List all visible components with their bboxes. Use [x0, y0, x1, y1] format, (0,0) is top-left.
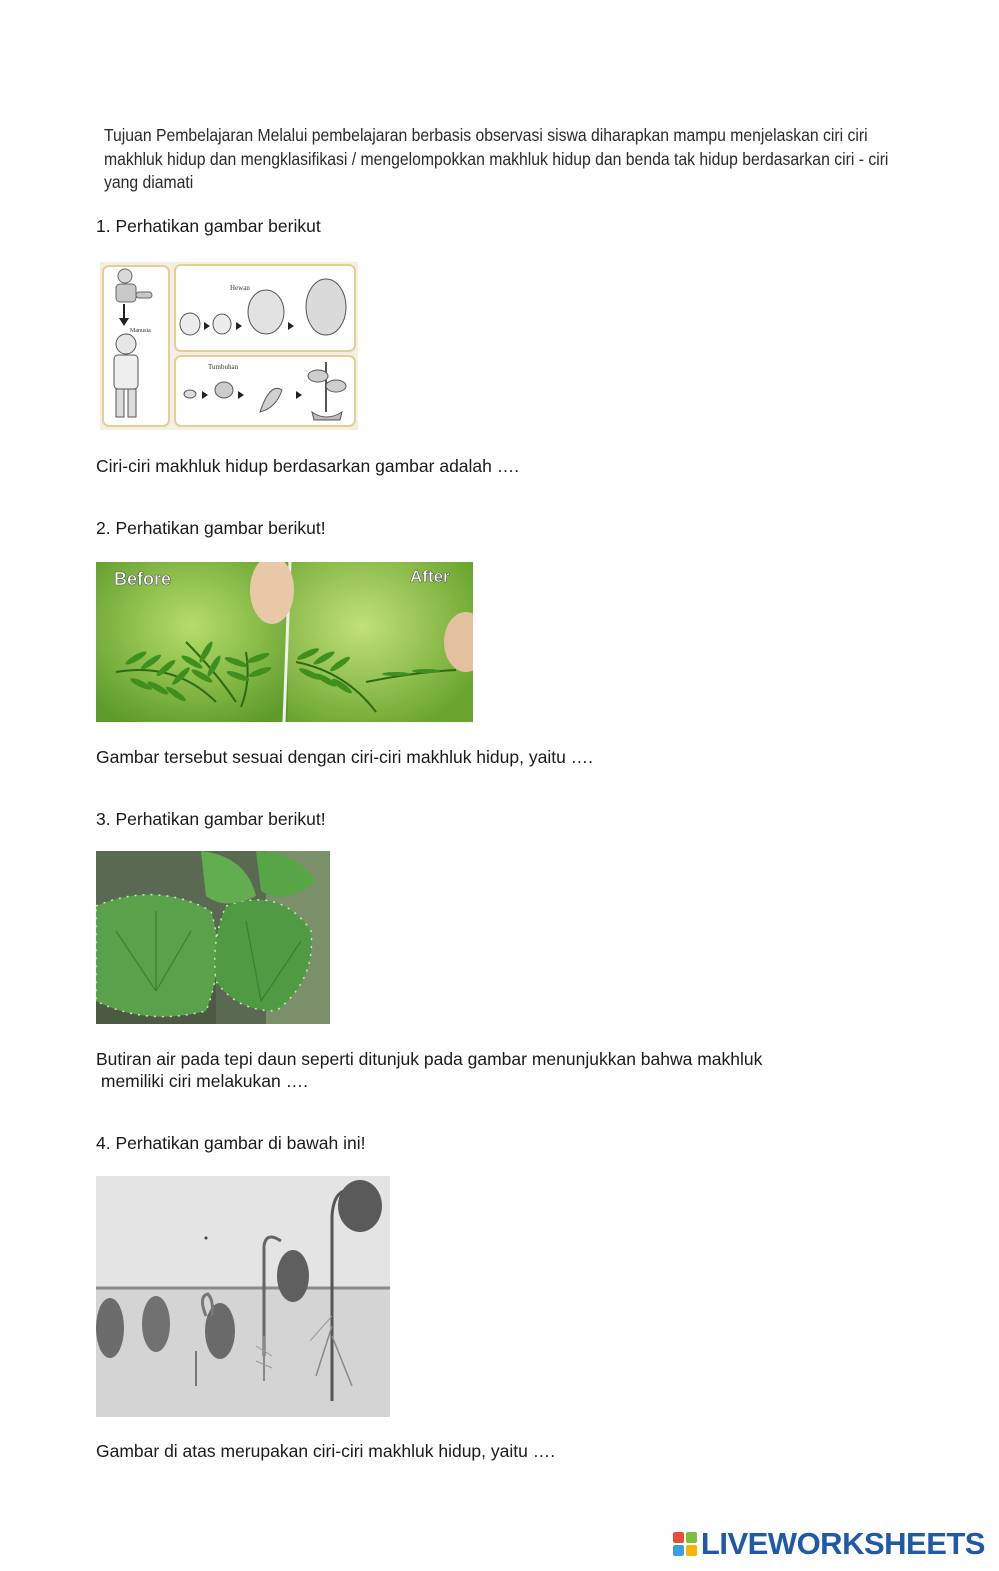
question-2-prompt: 2. Perhatikan gambar berikut! — [96, 518, 326, 538]
logo-text: LIVEWORKSHEETS — [700, 1526, 985, 1561]
label-after: After — [410, 567, 450, 586]
objective-line-3: yang diamati — [104, 172, 194, 192]
seed-germination-image — [96, 1176, 390, 1417]
mimosa-before-after-image — [96, 562, 473, 722]
logo-square — [673, 1532, 684, 1543]
question-3-prompt: 3. Perhatikan gambar berikut! — [96, 809, 326, 829]
question-3-answer-line-1: Butiran air pada tepi daun seperti ditunjuk pada gambar menunjukkan bahwa makhluk — [96, 1049, 763, 1069]
label-tumbuhan: Tumbuhan — [208, 363, 239, 371]
logo-square — [686, 1545, 697, 1556]
question-3-answer-line-2: memiliki ciri melakukan …. — [96, 1071, 308, 1091]
question-4-answer — [96, 1440, 555, 1462]
liveworksheets-logo — [673, 1526, 985, 1562]
question-4-prompt: 4. Perhatikan gambar di bawah ini! — [96, 1133, 366, 1153]
question-1-answer-line: Ciri-ciri makhluk hidup berdasarkan gambar adalah …. — [96, 456, 520, 476]
guttation-leaf-image — [96, 851, 330, 1024]
life-cycle-image — [100, 262, 358, 430]
question-1-answer — [96, 455, 519, 477]
learning-objective — [104, 124, 914, 195]
question-1-prompt: 1. Perhatikan gambar berikut — [96, 216, 321, 236]
question-2-answer — [96, 746, 593, 768]
logo-mark — [673, 1532, 697, 1556]
question-2-answer-line: Gambar tersebut sesuai dengan ciri-ciri makhluk hidup, yaitu …. — [96, 747, 594, 767]
question-3-answer — [96, 1048, 762, 1092]
label-manusia: Manusia — [130, 328, 151, 334]
objective-line-1: Tujuan Pembelajaran Melalui pembelajaran berbasis observasi siswa diharapkan mampu menjelaskan ciri ciri — [104, 125, 868, 145]
logo-square — [686, 1532, 697, 1543]
logo-square — [673, 1545, 684, 1556]
objective-line-2: makhluk hidup dan mengklasifikasi / mengelompokkan makhluk hidup dan benda tak hidup berdasarkan ciri - ciri — [104, 148, 889, 169]
label-before: Before — [114, 569, 172, 589]
question-4-answer-line: Gambar di atas merupakan ciri-ciri makhluk hidup, yaitu …. — [96, 1441, 556, 1461]
label-hewan: Hewan — [230, 284, 250, 292]
